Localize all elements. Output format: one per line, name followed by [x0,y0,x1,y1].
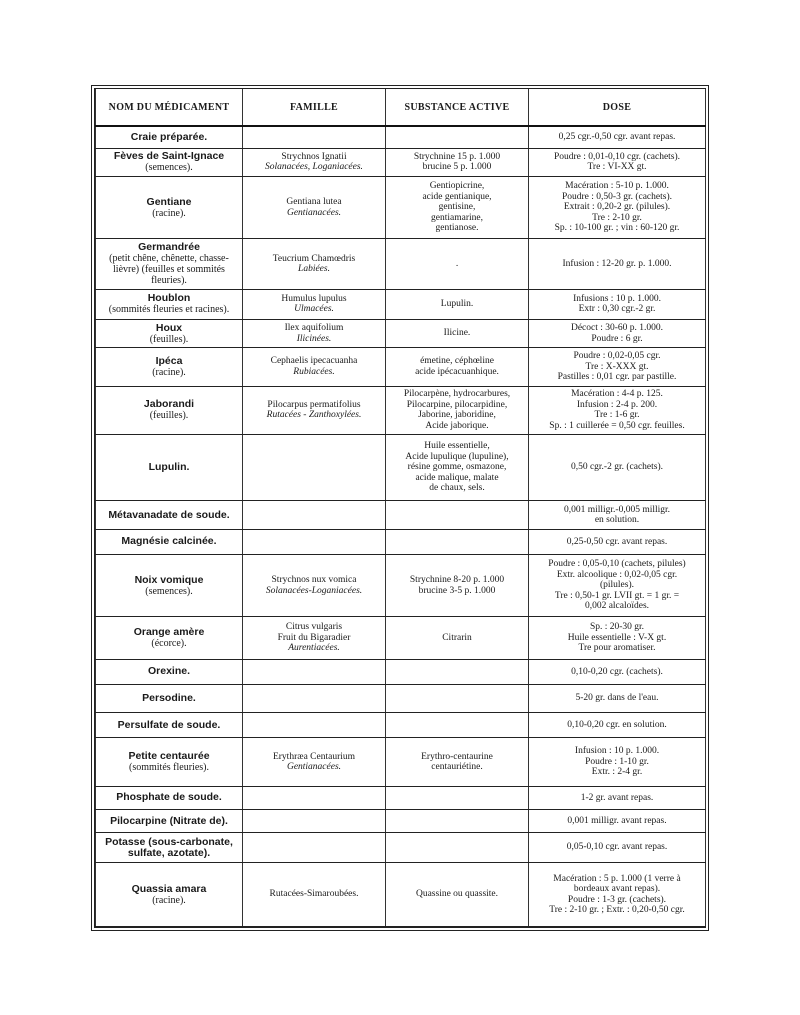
substance-line: Strychnine 15 p. 1.000 [413,151,501,162]
famille-line: Citrus vulgaris [285,622,343,633]
name-line: Métavanadate de soude. [108,508,230,521]
name-line: Phosphate de soude. [116,791,222,804]
name-line: Orexine. [147,665,191,678]
famille-cell [243,617,386,659]
dose-line: Infusion : 2-4 p. 200. [576,399,658,410]
dose-cell [529,684,706,712]
table-row [96,786,706,809]
famille-cell [243,713,386,738]
famille-cell [243,320,386,348]
medicament-cell [96,554,243,617]
part-line: (semences). [145,585,193,597]
dose-line: bordeaux avant repas). [573,884,661,895]
medicament-cell [96,176,243,239]
medicament-cell [96,126,243,148]
table-header-row [96,89,706,126]
table-row [96,738,706,786]
medicament-cell [96,659,243,684]
medicament-cell [96,833,243,863]
table-row [96,863,706,927]
famille-line: Gentiana lutea [286,197,342,208]
famille-cell [243,126,386,148]
part-line: (sommités fleuries). [129,762,209,774]
famille-cell [243,289,386,319]
famille-cell [243,809,386,832]
dose-line: Extr. : 2-4 gr. [591,767,643,778]
name-line: Ipéca [155,354,183,367]
substance-cell [386,809,529,832]
medicament-cell [96,386,243,434]
dose-cell [529,554,706,617]
famille-cell [243,239,386,289]
dose-cell [529,738,706,786]
dose-cell [529,863,706,927]
dose-cell [529,617,706,659]
medication-table [95,89,706,927]
famille-cell [243,176,386,239]
table-row [96,239,706,289]
dose-line: Poudre : 0,01-0,10 cgr. (cachets). [553,151,681,162]
name-line: Quassia amara [131,882,207,895]
table-row [96,617,706,659]
substance-cell [386,529,529,554]
dose-line: 5-20 gr. dans de l'eau. [575,693,659,704]
famille-line: Gentianacées. [286,762,342,773]
dose-line: Tre : 2-10 gr. ; Extr. : 0,20-0,50 cgr. [549,905,685,916]
table-row [96,126,706,148]
name-line: Magnésie calcinée. [121,535,217,548]
substance-line: . [455,258,459,269]
part-line: (feuilles). [149,410,189,422]
dose-line: 0,10-0,20 cgr. en solution. [567,720,667,730]
medicament-cell [96,529,243,554]
dose-line: 0,05-0,10 cgr. avant repas. [566,842,668,853]
famille-line: Ulmacées. [294,304,334,315]
substance-line: résine gomme, osmazone, [407,462,507,473]
dose-line: 0,25 cgr.-0,50 cgr. avant repas. [558,132,676,143]
dose-line: Sp. : 1 cuillerée = 0,50 cgr. feuilles. [549,420,685,431]
substance-cell [386,617,529,659]
substance-line: Pilocarpine, pilocarpidine, [406,399,508,410]
header-famille: FAMILLE [243,89,386,126]
part-line: (racine). [152,366,186,378]
substance-line: Pilocarpène, hydrocarbures, [403,389,511,400]
name-line: Houx [155,321,183,334]
famille-cell [243,833,386,863]
medicament-cell [96,684,243,712]
part-line: lièvre) (feuilles et sommités [113,264,225,276]
name-line: Orange amère [133,626,205,639]
name-line: Lupulin. [148,461,190,474]
dose-line: Sp. : 20-30 gr. [589,622,645,633]
substance-cell [386,348,529,386]
name-line: Petite centaurée [128,750,210,763]
dose-cell [529,434,706,501]
famille-line: Rubiacées. [293,366,335,377]
substance-line: gentianose. [435,223,479,234]
substance-cell [386,501,529,529]
famille-cell [243,659,386,684]
substance-cell [386,786,529,809]
famille-line: Humulus lupulus [281,293,347,304]
dose-line: Pastilles : 0,01 cgr. par pastille. [557,372,677,383]
dose-line: Macération : 5-10 p. 1.000. [565,181,669,192]
substance-line: acide ipécacuanhique. [415,366,499,377]
name-line: Houblon [147,292,191,305]
dose-cell [529,126,706,148]
dose-line: Extr. alcoolique : 0,02-0,05 cgr. [556,569,678,580]
name-line: Fèves de Saint-Ignace [113,150,225,163]
substance-line: Huile essentielle, [424,441,490,452]
header-substance: SUBSTANCE ACTIVE [386,89,529,126]
substance-cell [386,239,529,289]
famille-cell [243,786,386,809]
part-line: (sommités fleuries et racines). [108,304,230,316]
substance-line: gentisine, [438,202,476,213]
famille-cell [243,554,386,617]
dose-line: 0,001 milligr. avant repas. [567,815,667,826]
famille-line: Rutacées - Zanthoxylées. [266,410,362,421]
dose-line: Poudre : 0,05-0,10 (cachets, pilules) [548,559,686,570]
dose-line: 1-2 gr. avant repas. [580,792,654,803]
dose-line: Infusions : 10 p. 1.000. [573,293,661,304]
famille-line: Strychnos Ignatii [281,151,347,162]
dose-line: Sp. : 10-100 gr. ; vin : 60-120 gr. [554,223,680,234]
dose-line: (pilules). [599,580,635,591]
famille-line: Gentianacées. [286,207,342,218]
dose-line: Extrait : 0,20-2 gr. (pilules). [563,202,671,213]
part-line: (petit chêne, chênette, chasse- [109,253,229,265]
table-row [96,386,706,434]
famille-line: Cephaelis ipecacuanha [270,356,358,367]
famille-line: Labiées. [298,264,330,275]
substance-line: gentiamarine, [431,212,483,223]
dose-line: Tre : X-XXX gt. [585,361,649,372]
substance-cell [386,126,529,148]
substance-line: Citrarin [442,632,472,643]
dose-line: Poudre : 1-10 gr. [585,756,649,767]
famille-cell [243,386,386,434]
famille-line: Erythræa Centaurium [272,751,356,762]
medicament-cell [96,434,243,501]
substance-cell [386,684,529,712]
table-row [96,554,706,617]
table-row [96,501,706,529]
medicament-cell [96,786,243,809]
substance-line: Gentiopicrine, [429,181,485,192]
famille-cell [243,738,386,786]
substance-cell [386,738,529,786]
dose-line: Poudre : 6 gr. [591,333,643,344]
dose-cell [529,289,706,319]
famille-line: Solanacées, Loganiacées. [265,162,363,173]
table-row [96,809,706,832]
medicament-cell [96,738,243,786]
name-line: Potasse (sous-carbonate, [105,835,233,848]
part-line: (écorce). [151,638,187,650]
dose-cell [529,348,706,386]
famille-line: Pilocarpus permatifolius [267,399,361,410]
dose-line: 0,50 cgr.-2 gr. (cachets). [570,462,664,473]
table-row [96,529,706,554]
dose-line: Tre : 0,50-1 gr. LVII gt. = 1 gr. = [554,590,680,601]
table-row [96,684,706,712]
dose-line: Tre : 2-10 gr. [592,212,642,223]
table-row [96,713,706,738]
table-row [96,348,706,386]
medicament-cell [96,239,243,289]
part-line: (racine). [152,894,186,906]
dose-line: Poudre : 1-3 gr. (cachets). [567,894,667,905]
substance-line: brucine 5 p. 1.000 [422,162,492,173]
substance-line: Acide jaborique. [425,420,489,431]
substance-line: brucine 3-5 p. 1.000 [418,585,496,596]
dose-cell [529,176,706,239]
table-row [96,176,706,239]
medicament-cell [96,320,243,348]
substance-line: Acide lupulique (lupuline), [405,451,509,462]
substance-line: Erythro-centaurine [421,751,493,762]
name-line: Gentiane [146,195,192,208]
dose-cell [529,501,706,529]
dose-cell [529,659,706,684]
famille-cell [243,348,386,386]
famille-cell [243,529,386,554]
famille-cell [243,863,386,927]
dose-line: Poudre : 0,50-3 gr. (cachets). [561,191,672,202]
famille-line: Ilex aquifolium [284,323,344,334]
substance-line: acide gentianique, [422,191,492,202]
dose-cell [529,320,706,348]
substance-cell [386,833,529,863]
substance-cell [386,148,529,176]
substance-line: Ilicine. [443,328,471,339]
name-line: Germandrée [138,241,200,254]
dose-line: Macération : 4-4 p. 125. [571,389,663,400]
dose-cell [529,786,706,809]
dose-line: Infusion : 12-20 gr. p. 1.000. [562,258,672,269]
substance-line: centauriétine. [431,762,483,773]
dose-cell [529,386,706,434]
name-line: Craie préparée. [130,130,208,143]
dose-line: Extr : 0,30 cgr.-2 gr. [578,304,656,315]
dose-line: Tre : VI-XX gt. [587,162,647,173]
name-line: Jaborandi [143,398,195,411]
dose-cell [529,148,706,176]
famille-line: Teucrium Chamœdris [272,253,356,264]
dose-cell [529,809,706,832]
substance-cell [386,434,529,501]
substance-line: acide malique, malate [415,472,499,483]
medicament-cell [96,289,243,319]
medicament-cell [96,809,243,832]
part-line: (feuilles). [149,333,189,345]
part-line: fleuries). [151,275,187,287]
substance-line: Quassine ou quassite. [415,889,499,900]
famille-cell [243,148,386,176]
substance-cell [386,863,529,927]
famille-line: Solanacées-Loganiacées. [265,585,363,596]
table-row [96,659,706,684]
famille-cell [243,684,386,712]
substance-line: Strychnine 8-20 p. 1.000 [409,575,505,586]
dose-line: Tre pour aromatiser. [578,643,656,654]
dose-cell [529,713,706,738]
famille-line: Rutacées-Simaroubées. [269,889,359,900]
substance-line: de chaux, sels. [429,483,485,494]
table-row [96,148,706,176]
table-body [96,126,706,927]
dose-line: 0,001 milligr.-0,005 milligr. [563,504,671,515]
medicament-cell [96,713,243,738]
famille-line: Strychnos nux vomica [271,575,357,586]
substance-line: émetine, céphœline [420,356,494,367]
medicament-cell [96,348,243,386]
dose-line: Tre : 1-6 gr. [594,410,640,421]
name-line: sulfate, azotate). [127,846,211,859]
name-line: Persulfate de soude. [117,718,221,731]
table-row [96,289,706,319]
famille-line: Aurentiacées. [288,643,340,654]
dose-cell [529,529,706,554]
dose-line: Macération : 5 p. 1.000 (1 verre à [553,873,681,884]
medicament-cell [96,617,243,659]
dose-line: Huile essentielle : V-X gt. [567,632,667,643]
dose-cell [529,833,706,863]
substance-cell [386,386,529,434]
table-frame [94,88,706,928]
substance-cell [386,713,529,738]
medicament-cell [96,148,243,176]
dose-cell [529,239,706,289]
famille-line: Ilicinées. [296,333,332,344]
medicament-cell [96,501,243,529]
dose-line: en solution. [594,515,640,526]
substance-line: Jaborine, jaboridine, [418,410,496,421]
substance-cell [386,289,529,319]
substance-cell [386,176,529,239]
dose-line: 0,10-0,20 cgr. (cachets). [571,666,663,677]
table-row [96,320,706,348]
dose-line: Poudre : 0,02-0,05 cgr. [573,351,661,362]
substance-cell [386,659,529,684]
name-line: Pilocarpine (Nitrate de). [110,814,228,827]
name-line: Noix vomique [134,573,204,586]
dose-line: 0,25-0,50 cgr. avant repas. [566,536,668,547]
table-row [96,434,706,501]
famille-cell [243,501,386,529]
medicament-cell [96,863,243,927]
famille-cell [243,434,386,501]
dose-line: Infusion : 10 p. 1.000. [574,746,660,757]
substance-line: Lupulin. [440,299,474,310]
header-medicament: NOM DU MÉDICAMENT [96,89,243,126]
substance-cell [386,554,529,617]
part-line: (racine). [152,207,186,219]
table-row [96,833,706,863]
famille-line: Fruit du Bigaradier [277,632,351,643]
dose-line: Décoct : 30-60 p. 1.000. [570,323,664,334]
name-line: Persodine. [142,692,196,705]
substance-cell [386,320,529,348]
part-line: (semences). [145,162,193,174]
dose-line: 0,002 alcaloïdes. [584,601,650,612]
header-dose: DOSE [529,89,706,126]
